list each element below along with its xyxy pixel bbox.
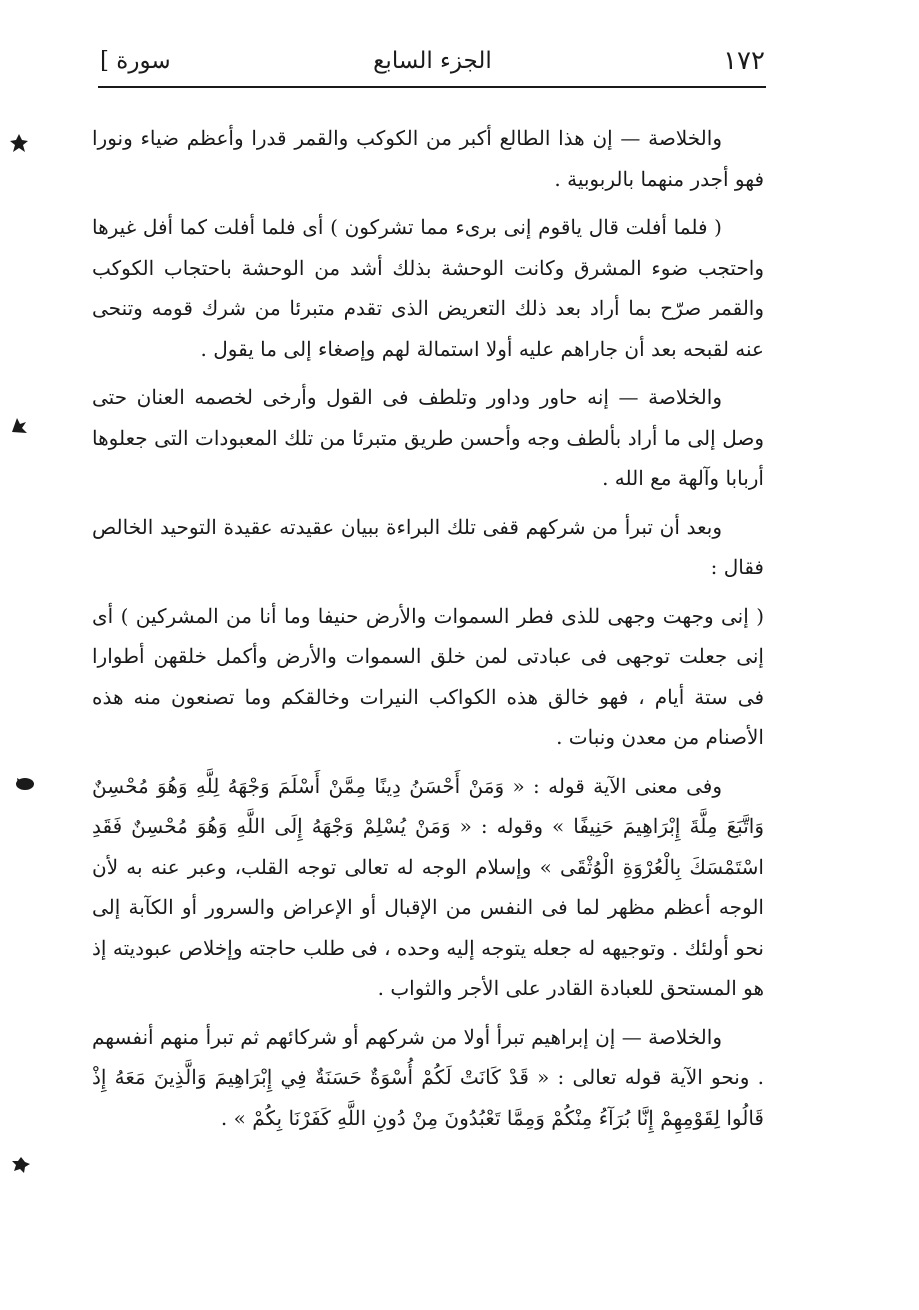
- hand-mark-icon: [14, 772, 36, 794]
- surah-label: سورة ]: [100, 48, 171, 74]
- paragraph: ( فلما أفلت قال ياقوم إنى برىء مما تشركون ) أى فلما أفلت كما أفل غيرها واحتجب ضوء المشرق وكانت الوحشة بذلك أشد من الوحشة باحتجاب الكوكب والقمر صرّح بما أراد بعد ذلك التعريض الذى تقدم متبرئا من شرك قومه وتنحى عنه لقبحه بعد أن جاراهم عليه أولا استمالة لهم وإصغاء إلى ما يقول .: [92, 215, 765, 361]
- header-rule: [98, 86, 766, 88]
- page-number: ١٧٢: [723, 46, 765, 76]
- paragraph: وبعد أن تبرأ من شركهم قفى تلك البراءة ببيان عقيدته عقيدة التوحيد الخالص فقال :: [92, 514, 764, 579]
- hand-mark-icon: [8, 132, 30, 154]
- page-header: [100, 46, 765, 86]
- paragraph: والخلاصة — إنه حاور وداور وتلطف فى القول وأرخى لخصمه العنان حتى وصل إلى ما أراد بألطف وجه وأحسن طريق متبرئا من تلك المعبودات التى جعلوها أربابا وآلهة مع الله .: [92, 385, 764, 490]
- paragraph: ( إنى وجهت وجهى للذى فطر السموات والأرض حنيفا وما أنا من المشركين ) أى إنى جعلت توجهى فى عبادتى لمن خلق السموات والأرض وأكمل خلقهن أطوارا فى ستة أيام ، فهو خالق هذه الكواكب النيرات وخالقكم وما تصنعون منه هذه الأصنام من معدن ونبات .: [92, 603, 764, 749]
- page-body: [92, 118, 764, 1146]
- hand-mark-icon: [8, 414, 30, 436]
- hand-mark-icon: [10, 1154, 32, 1176]
- part-title: الجزء السابع: [373, 48, 492, 74]
- paragraph: والخلاصة — إن إبراهيم تبرأ أولا من شركهم أو شركائهم ثم تبرأ منهم أنفسهم . ونحو الآية قوله تعالى : « قَدْ كَانَتْ لَكُمْ أُسْوَةٌ حَسَنَةٌ فِي إِبْرَاهِيمَ وَالَّذِينَ مَعَهُ إِذْ قَالُوا لِقَوْمِهِمْ إِنَّا بُرَآءُ مِنْكُمْ وَمِمَّا تَعْبُدُونَ مِنْ دُونِ اللَّهِ كَفَرْنَا بِكُمْ » .: [92, 1024, 764, 1130]
- paragraph: والخلاصة — إن هذا الطالع أكبر من الكوكب والقمر قدرا وأعظم ضياء ونورا فهو أجدر منهما بالربوبية .: [92, 126, 764, 191]
- paragraph: وفى معنى الآية قوله : « وَمَنْ أَحْسَنُ دِينًا مِمَّنْ أَسْلَمَ وَجْهَهُ لِلَّهِ وَهُوَ مُحْسِنٌ وَاتَّبَعَ مِلَّةَ إِبْرَاهِيمَ حَنِيفًا » وقوله : « وَمَنْ يُسْلِمْ وَجْهَهُ إِلَى اللَّهِ وَهُوَ مُحْسِنٌ فَقَدِ اسْتَمْسَكَ بِالْعُرْوَةِ الْوُثْقَى » وإسلام الوجه له تعالى توجه القلب، وعبر عنه به لأن الوجه أعظم مظهر لما فى النفس من الإقبال أو الإعراض والسرور أو الكآبة إلى نحو أولئك . وتوجيهه له جعله يتوجه إليه وحده ، فى طلب حاجته وإخلاص عبوديته إذ هو المستحق للعبادة القادر على الأجر والثواب .: [92, 773, 764, 1000]
